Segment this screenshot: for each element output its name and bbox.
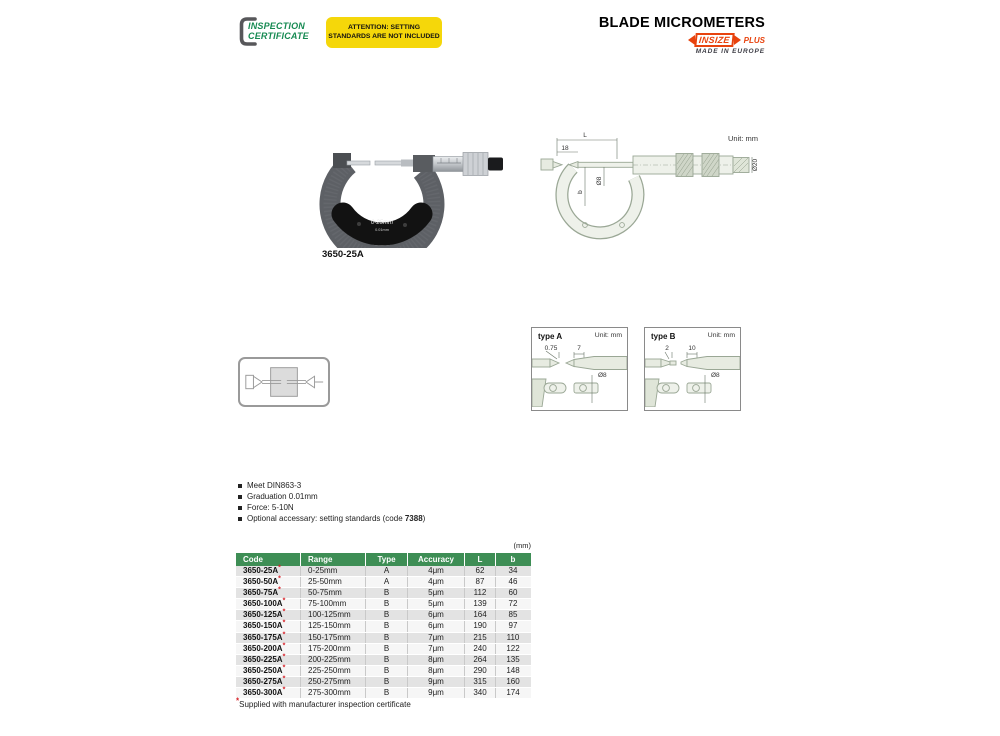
cell-accuracy: 8μm [408,666,465,676]
dim-dia8: Ø8 [596,176,603,186]
cell-range: 75-100mm [301,599,366,609]
cell-accuracy: 6μm [408,621,465,631]
bullet-square-icon [238,484,242,488]
plate-marking-range: 0-25mm [370,220,394,226]
dim-L: L [583,132,587,139]
cell-code: 3650-25A* [236,566,301,576]
table-row [236,599,531,610]
type-b-box [644,327,741,411]
type-a-box [531,327,628,411]
feature-item [238,491,425,502]
feature-text: Graduation 0.01mm [247,492,318,501]
type-b-dim2: 10 [688,345,696,352]
cell-L: 190 [465,621,496,631]
product-photo [283,136,508,248]
type-b-dia: Ø8 [711,372,720,379]
cell-L: 164 [465,610,496,620]
feature-text: Meet DIN863-3 [247,481,302,490]
cell-L: 290 [465,666,496,676]
type-a-label: type A [538,332,563,341]
cell-accuracy: 5μm [408,599,465,609]
type-a-dia: Ø8 [598,372,607,379]
cell-b: 60 [508,588,518,598]
feature-item [238,513,425,524]
column-header-accuracy: Accuracy [408,553,465,566]
cell-type: B [366,633,408,643]
cell-L: 112 [465,588,496,598]
dim-18: 18 [561,145,569,152]
table-row [236,621,531,632]
cell-b: 72 [508,599,518,609]
cell-b: 85 [508,610,518,620]
feature-item [238,502,425,513]
cell-L: 215 [465,633,496,643]
cell-accuracy: 7μm [408,644,465,654]
cell-L: 240 [465,644,496,654]
cell-type: A [366,577,408,587]
cell-range: 250-275mm [301,677,366,687]
cell-accuracy: 4μm [408,566,465,576]
dim-b: b [577,190,584,194]
table-row [236,644,531,655]
cell-type: A [366,566,408,576]
table-row [236,655,531,666]
row-asterisk: * [282,664,286,672]
cell-range: 125-150mm [301,621,366,631]
table-row [236,688,531,699]
table-row [236,630,531,644]
row-asterisk: * [282,597,286,605]
brand-name: INSIZE [694,33,734,47]
row-asterisk: * [278,575,281,583]
cell-code: 3650-175A* [236,633,301,643]
brand-logo [599,33,765,47]
cell-code: 3650-150A* [236,621,301,631]
row-asterisk: * [282,619,286,627]
type-b-unit: Unit: mm [707,332,735,339]
cell-type: B [366,677,408,687]
row-asterisk: * [282,675,286,683]
row-asterisk: * [278,564,281,572]
cell-range: 225-250mm [301,666,366,676]
cell-accuracy: 7μm [408,633,465,643]
feature-text: Force: 5-10N [247,503,294,512]
page-title: BLADE MICROMETERS [598,15,765,31]
cell-code: 3650-225A* [236,655,301,665]
plate-marking-grad: 0.01mm [375,228,389,232]
type-a-unit: Unit: mm [594,332,622,339]
cell-range: 175-200mm [301,644,366,654]
column-header-code: Code [236,553,301,566]
brand-right-arrow-icon [734,35,741,45]
bullet-square-icon [238,517,242,521]
cell-b: 148 [506,665,520,675]
feature-optional-code: 7388 [404,514,423,523]
cell-type: B [366,599,408,609]
column-header-b: b [510,555,516,564]
cell-code: 3650-75A* [236,588,301,598]
cell-accuracy: 8μm [408,655,465,665]
inspection-certificate-logo [238,16,324,50]
cell-b: 160 [506,676,520,686]
drawing-unit-note: Unit: mm [728,134,758,143]
cell-L: 315 [465,677,496,687]
row-asterisk: * [282,653,286,661]
cert-line2: CERTIFICATE [248,31,309,41]
cell-accuracy: 5μm [408,588,465,598]
cell-accuracy: 4μm [408,577,465,587]
column-header-L: L [465,553,496,566]
product-code-label: 3650-25A [322,249,364,260]
cell-code: 3650-275A* [236,677,301,687]
cell-code: 3650-250A* [236,666,301,676]
cell-type: B [366,610,408,620]
cell-type: B [366,666,408,676]
title-block [599,15,765,55]
cell-accuracy: 6μm [408,610,465,620]
cell-type: B [366,621,408,631]
technical-drawing [538,126,760,244]
bullet-square-icon [238,506,242,510]
feature-item [238,480,425,491]
row-asterisk: * [282,686,286,694]
cell-b: 135 [506,654,520,664]
bullet-square-icon [238,495,242,499]
cell-L: 340 [465,688,496,698]
cell-type: B [366,588,408,598]
cell-b: 34 [508,566,518,575]
cell-accuracy: 9μm [408,677,465,687]
row-asterisk: * [278,586,281,594]
cell-L: 87 [465,577,496,587]
table-footnote [236,696,411,709]
cell-b: 97 [508,621,518,631]
type-b-dim1: 2 [665,345,669,352]
type-a-dim2: 7 [577,345,581,352]
cell-code: 3650-50A* [236,577,301,587]
cell-range: 275-300mm [301,688,366,698]
cell-L: 139 [465,599,496,609]
cell-b: 122 [506,643,520,653]
attention-line2: STANDARDS ARE NOT INCLUDED [328,32,440,40]
feature-optional-suffix: ) [422,514,426,523]
row-asterisk: * [282,608,286,616]
cell-code: 3650-125A* [236,610,301,620]
footnote-asterisk: * [236,696,240,706]
feature-text [247,513,425,524]
row-asterisk: * [282,642,286,649]
table-row [236,610,531,621]
brand-tagline: MADE IN EUROPE [695,48,765,55]
type-a-dim1: 0.75 [544,345,558,352]
cell-accuracy: 9μm [408,688,465,698]
dim-dia20: Ø20 [752,158,759,172]
footnote-text: Supplied with manufacturer inspection certificate [239,700,411,709]
spec-table [236,553,531,699]
cell-range: 25-50mm [301,577,366,587]
cell-b: 110 [506,632,520,642]
cell-b: 174 [506,688,520,698]
cell-range: 50-75mm [301,588,366,598]
table-body [236,566,531,699]
table-row [236,588,531,599]
cell-type: B [366,655,408,665]
application-icon [238,357,330,407]
table-unit-note: (mm) [513,541,531,550]
cell-b: 46 [508,577,518,587]
feature-list [238,480,425,524]
cell-type: B [366,644,408,654]
column-header-range: Range [301,553,366,566]
cell-L: 264 [465,655,496,665]
cell-code: 3650-100A* [236,599,301,609]
attention-badge [326,17,442,48]
feature-optional-prefix: Optional accessary: setting standards (code [247,514,405,523]
attention-line1: ATTENTION: SETTING [348,24,420,31]
cell-type: B [366,688,408,698]
row-asterisk: * [282,630,286,638]
table-row [236,666,531,677]
cell-code: 3650-200A* [236,644,301,654]
cert-line1: INSPECTION [248,21,306,31]
table-row [236,677,531,688]
type-b-label: type B [651,332,676,341]
cell-range: 150-175mm [301,633,366,643]
brand-suffix: PLUS [743,35,765,45]
cell-code: 3650-300A* [236,688,301,698]
cell-L: 62 [465,566,496,576]
cell-range: 100-125mm [301,610,366,620]
cell-range: 200-225mm [301,655,366,665]
column-header-type: Type [366,553,408,566]
cell-range: 0-25mm [301,566,366,576]
